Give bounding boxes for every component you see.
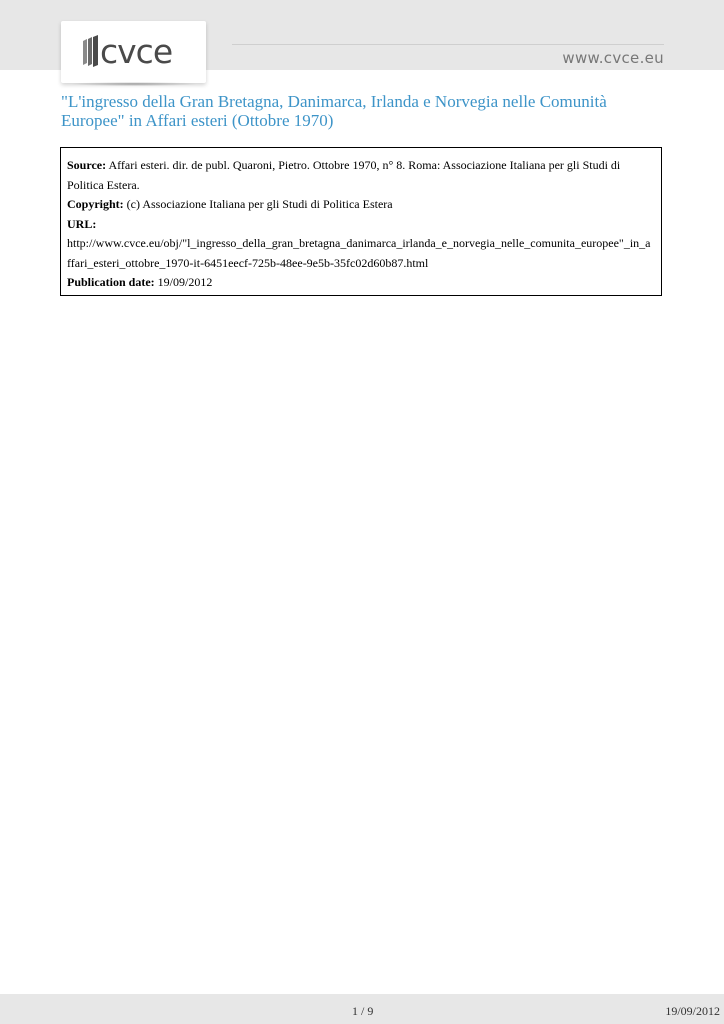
page-number: 1 / 9	[352, 1004, 374, 1018]
publication-date-label: Publication date:	[67, 275, 155, 289]
cvce-logo[interactable]	[61, 21, 206, 83]
copyright-value: (c) Associazione Italiana per gli Studi di Politica Estera	[126, 197, 393, 211]
publication-date-line	[67, 273, 653, 293]
cvce-logo-mark	[75, 29, 195, 73]
source-label: Source:	[67, 158, 107, 172]
metadata-box	[60, 147, 662, 296]
url-line	[67, 215, 653, 235]
logo-wordmark: cvce	[100, 32, 173, 71]
url-link[interactable]: http://www.cvce.eu/obj/"l_ingresso_della_gran_bretagna_danimarca_irlanda_e_norvegia_nelle_comunita_europee"_in_affari_esteri_ottobre_1970-it-6451eecf-725b-48ee-9e5b-35fc02d60b87.html	[67, 236, 651, 270]
document-title: "L'ingresso della Gran Bretagna, Danimarca, Irlanda e Norvegia nelle Comunità Europee" in Affari esteri (Ottobre 1970)	[61, 92, 607, 130]
publication-date-value: 19/09/2012	[157, 275, 213, 289]
book-pages-icon	[83, 35, 98, 67]
copyright-line	[67, 195, 653, 215]
header-divider	[232, 44, 664, 45]
source-line	[67, 156, 653, 195]
logo-shadow	[72, 82, 196, 86]
footer-date: 19/09/2012	[665, 1004, 720, 1018]
site-url[interactable]: www.cvce.eu	[562, 49, 664, 67]
source-value: Affari esteri. dir. de publ. Quaroni, Pietro. Ottobre 1970, n° 8. Roma: Associazione Italiana per gli Studi di Politica Estera.	[67, 158, 621, 192]
url-label: URL:	[67, 216, 97, 231]
copyright-label: Copyright:	[67, 197, 124, 211]
